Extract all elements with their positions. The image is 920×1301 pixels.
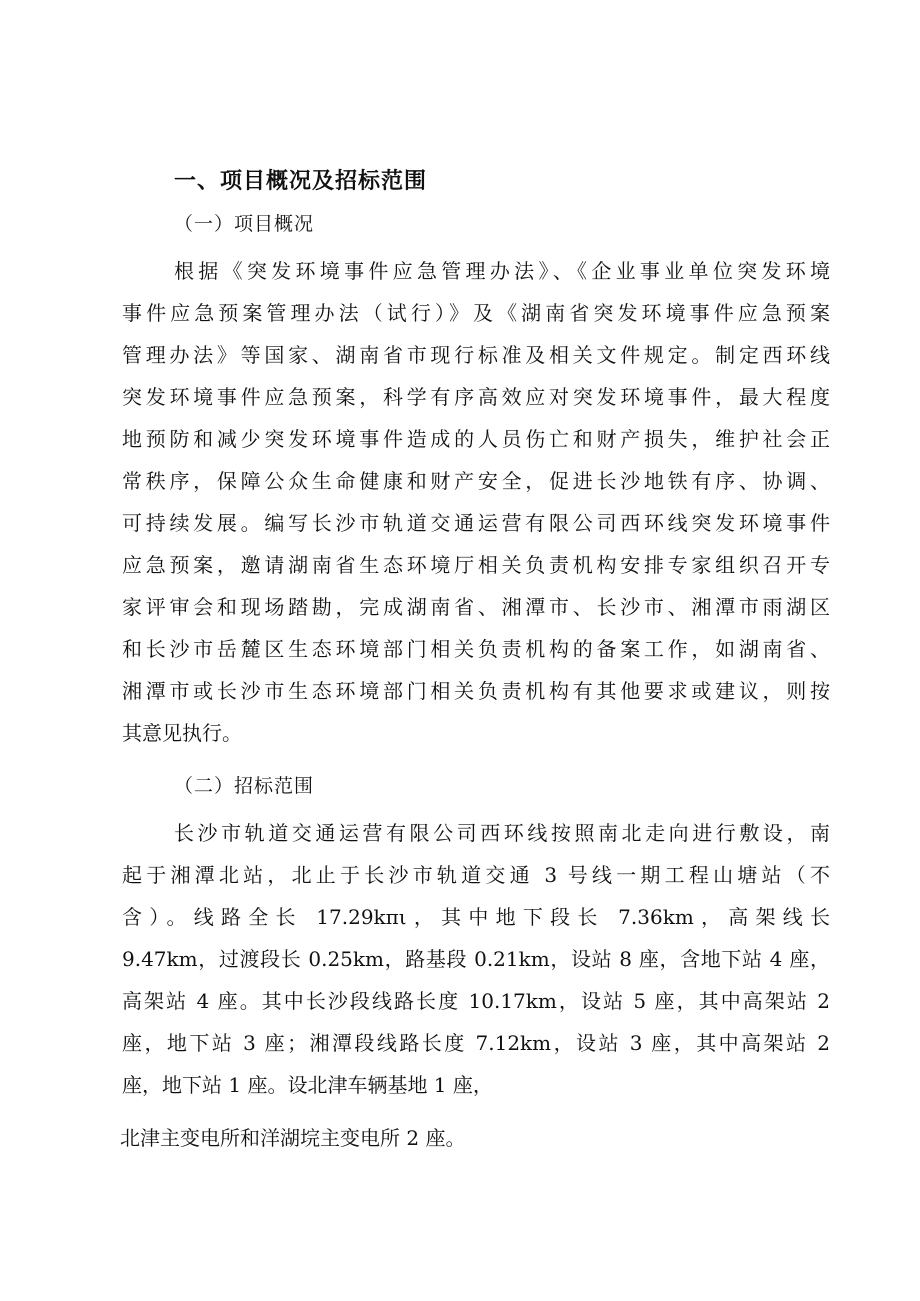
paragraph-line: 根据《突发环境事件应急管理办法》、《企业事业单位突发环境 (174, 259, 830, 283)
paragraph-line: 湘潭市或长沙市生态环境部门相关负责机构有其他要求或建议，则按 (122, 679, 830, 703)
paragraph-line: 含）。线路全长 17.29kπι，其中地下段长 7.36km，高架线长 (122, 905, 830, 929)
trailing-line: 北津主变电所和洋湖垸主变电所 2 座。 (120, 1126, 466, 1150)
paragraph-line: 座，地下站 3 座；湘潭段线路长度 7.12km，设站 3 座，其中高架站 2 (122, 1031, 830, 1055)
paragraph-line: 长沙市轨道交通运营有限公司西环线按照南北走向进行敷设，南 (174, 821, 830, 845)
section-title: 一、项目概况及招标范围 (174, 169, 428, 194)
paragraph-line: 可持续发展。编写长沙市轨道交通运营有限公司西环线突发环境事件 (122, 511, 830, 535)
paragraph-line: 常秩序，保障公众生命健康和财产安全，促进长沙地铁有序、协调、 (122, 469, 830, 493)
paragraph-line: 管理办法》等国家、湖南省市现行标准及相关文件规定。制定西环线 (122, 343, 830, 367)
paragraph-line: 其意见执行。 (122, 721, 242, 745)
paragraph-line: 突发环境事件应急预案，科学有序高效应对突发环境事件，最大程度 (122, 385, 830, 409)
paragraph-line: 高架站 4 座。其中长沙段线路长度 10.17km，设站 5 座，其中高架站 2 (122, 989, 830, 1013)
paragraph-line: 地预防和减少突发环境事件造成的人员伤亡和财产损失，维护社会正 (122, 427, 830, 451)
paragraph-line: 起于湘潭北站，北止于长沙市轨道交通 3 号线一期工程山塘站（不 (122, 863, 830, 887)
paragraph-line: 9.47km，过渡段长 0.25km，路基段 0.21km，设站 8 座，含地下站 4 座， (122, 947, 830, 971)
paragraph-line: 座，地下站 1 座。设北津车辆基地 1 座， (122, 1073, 493, 1097)
paragraph-line: 和长沙市岳麓区生态环境部门相关负责机构的备案工作，如湖南省、 (122, 637, 830, 661)
paragraph-line: 应急预案，邀请湖南省生态环境厅相关负责机构安排专家组织召开专 (122, 553, 830, 577)
paragraph-line: 事件应急预案管理办法（试行）》及《湖南省突发环境事件应急预案 (122, 301, 830, 325)
paragraph-line: 家评审会和现场踏勘，完成湖南省、湘潭市、长沙市、湘潭市雨湖区 (122, 595, 830, 619)
subsection-heading-overview: （一）项目概况 (174, 213, 315, 235)
subsection-heading-scope: （二）招标范围 (174, 775, 315, 797)
